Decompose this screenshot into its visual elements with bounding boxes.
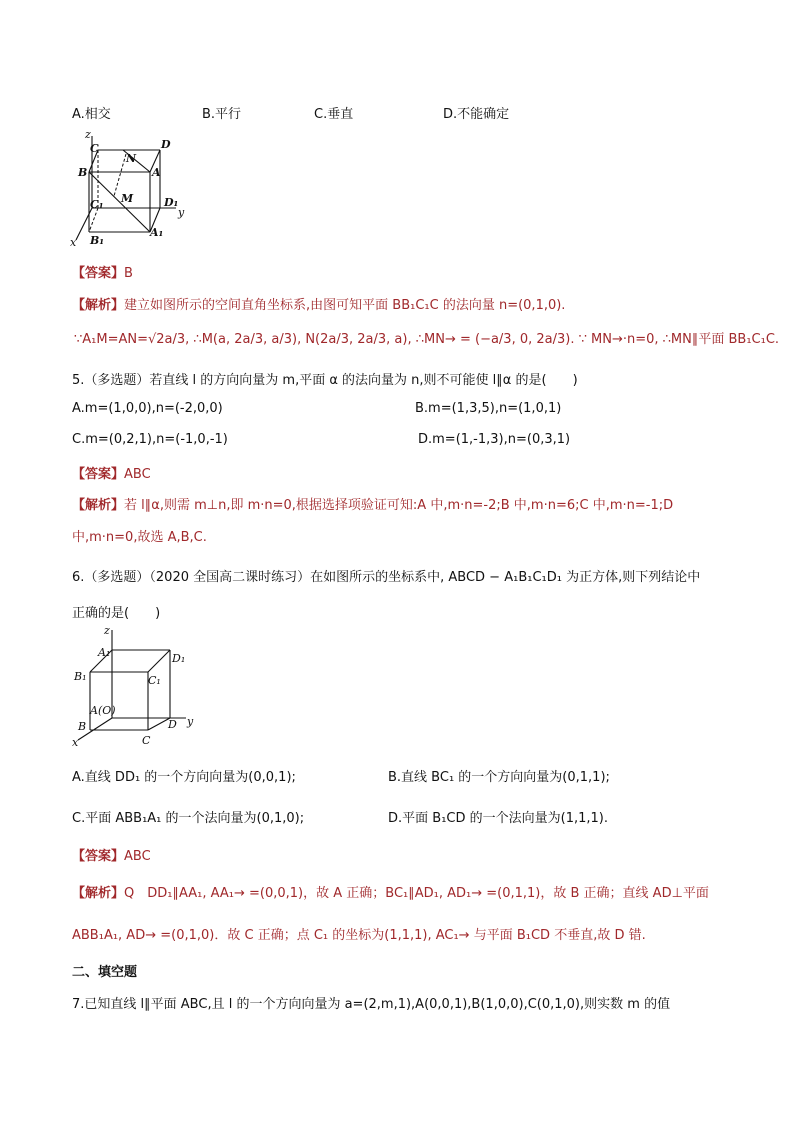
q4-option-b: B.平行 [202, 107, 242, 122]
q6-answer [72, 845, 151, 864]
q5-analysis-line1 [72, 494, 673, 513]
fig1-label-x: x [70, 236, 77, 249]
fig1-label-y: y [178, 206, 185, 219]
q5-answer [72, 463, 151, 482]
q5-option-d: D.m=(1,-1,3),n=(0,3,1) [418, 432, 571, 447]
q6-option-d: D.平面 B₁CD 的一个法向量为(1,1,1). [388, 811, 608, 826]
q6-stem-line2: 正确的是( ) [72, 606, 161, 621]
fig1-label-a1: A₁ [150, 226, 164, 239]
answer-tag: 【答案】 [72, 266, 125, 281]
analysis-text: Q DD₁∥AA₁, AA₁→ =(0,0,1)，故 A 正确；BC₁∥AD₁, AD₁→ =(0,1,1)，故 B 正确；直线 AD⊥平面 [124, 886, 709, 901]
fig1-label-d1: D₁ [164, 196, 179, 209]
cube-figure-2 [68, 622, 198, 748]
q6-option-c: C.平面 ABB₁A₁ 的一个法向量为(0,1,0); [72, 811, 305, 826]
analysis-tag: 【解析】 [72, 298, 125, 313]
q4-analysis-line1 [72, 294, 565, 313]
q4-option-c: C.垂直 [314, 107, 354, 122]
fig1-label-b: B [78, 166, 88, 179]
analysis-text: 建立如图所示的空间直角坐标系,由图可知平面 BB₁C₁C 的法向量 n=(0,1,0). [124, 298, 566, 313]
fig1-label-d: D [161, 138, 171, 151]
fig2-label-a1: A₁ [98, 646, 111, 659]
fig1-label-b1: B₁ [90, 234, 105, 247]
q5-option-c: C.m=(0,2,1),n=(-1,0,-1) [72, 432, 228, 447]
answer-value: ABC [124, 849, 151, 864]
q5-option-b: B.m=(1,3,5),n=(1,0,1) [415, 401, 562, 416]
q6-analysis-line1 [72, 882, 709, 901]
q4-answer [72, 262, 133, 281]
q4-option-a: A.相交 [72, 107, 111, 122]
q6-analysis-line2: ABB₁A₁, AD→ =(0,1,0)．故 C 正确；点 C₁ 的坐标为(1,1,1), AC₁→ 与平面 B₁CD 不垂直,故 D 错. [72, 928, 646, 943]
fig1-label-c1: C₁ [90, 198, 104, 211]
q6-option-b: B.直线 BC₁ 的一个方向向量为(0,1,1); [388, 770, 610, 785]
q6-stem-line1: 6.（多选题）（2020 全国高二课时练习）在如图所示的坐标系中, ABCD − A₁B₁C₁D₁ 为正方体,则下列结论中 [72, 570, 701, 585]
fig2-label-z: z [104, 624, 110, 637]
section-title: 二、填空题 [72, 965, 138, 980]
q6-option-a: A.直线 DD₁ 的一个方向向量为(0,0,1); [72, 770, 296, 785]
answer-value: ABC [124, 467, 151, 482]
fig2-label-y: y [187, 715, 194, 728]
answer-value: B [124, 266, 133, 281]
q5-stem: 5.（多选题）若直线 l 的方向向量为 m,平面 α 的法向量为 n,则不可能使 l∥α 的是( ) [72, 373, 578, 388]
q5-analysis-line2: 中,m·n=0,故选 A,B,C. [72, 530, 207, 545]
fig2-label-b: B [78, 720, 87, 733]
fig1-label-a: A [152, 166, 161, 179]
analysis-text: 若 l∥α,则需 m⊥n,即 m·n=0,根据选择项验证可知:A 中,m·n=-2;B 中,m·n=6;C 中,m·n=-1;D [124, 498, 674, 513]
q4-analysis-line2: ∵A₁M=AN=√2a/3, ∴M(a, 2a/3, a/3), N(2a/3, 2a/3, a), ∴MN→ = (−a/3, 0, 2a/3). ∵ MN→·n=0, ∴MN∥平面 BB₁C₁C. [74, 332, 780, 347]
fig1-label-m: M [121, 192, 134, 205]
fig2-label-x: x [72, 736, 79, 748]
fig1-label-c: C [90, 142, 99, 155]
fig1-label-n: N [126, 152, 137, 165]
cube-figure-1 [68, 128, 196, 250]
q7-stem: 7.已知直线 l∥平面 ABC,且 l 的一个方向向量为 a=(2,m,1),A(0,0,1),B(1,0,0),C(0,1,0),则实数 m 的值 [72, 997, 671, 1012]
fig2-label-d1: D₁ [172, 652, 186, 665]
q4-option-d: D.不能确定 [443, 107, 510, 122]
fig2-label-d: D [168, 718, 177, 731]
analysis-tag: 【解析】 [72, 886, 125, 901]
fig2-label-ao: A(O) [90, 704, 116, 717]
fig2-label-b1: B₁ [74, 670, 87, 683]
answer-tag: 【答案】 [72, 849, 125, 864]
q5-option-a: A.m=(1,0,0),n=(-2,0,0) [72, 401, 223, 416]
fig2-label-c: C [142, 734, 151, 747]
analysis-tag: 【解析】 [72, 498, 125, 513]
fig1-label-z: z [85, 128, 91, 141]
fig2-label-c1: C₁ [148, 674, 161, 687]
answer-tag: 【答案】 [72, 467, 125, 482]
